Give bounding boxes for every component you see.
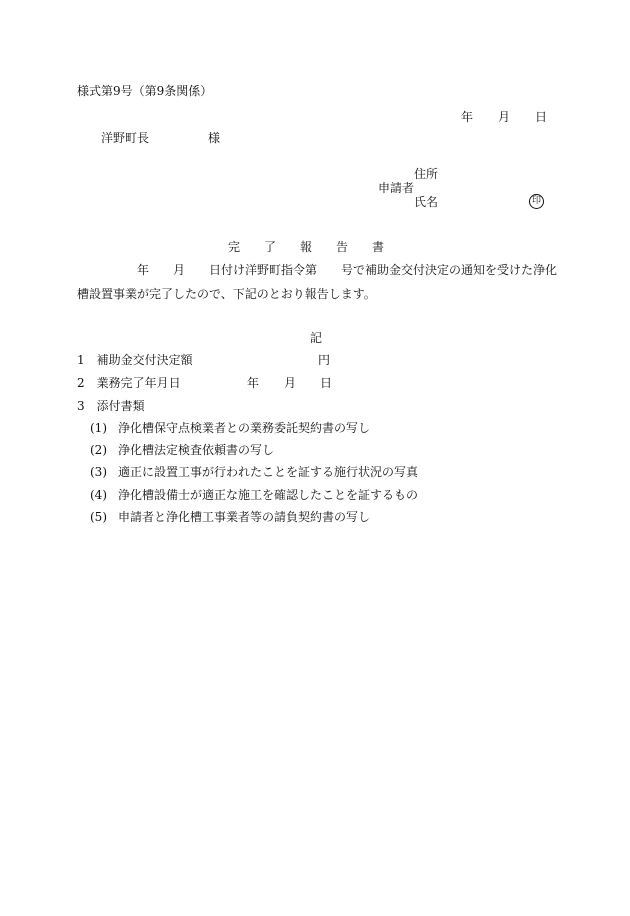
date-year-label: 年 bbox=[461, 110, 474, 124]
completion-year-label: 年 bbox=[247, 376, 260, 390]
addressee: 洋野町長 bbox=[101, 131, 150, 145]
attachment-text: 浄化槽法定検査依頼書の写し bbox=[118, 443, 275, 457]
attachments-label: 3 添付書類 bbox=[77, 399, 145, 413]
applicant-label: 申請者 bbox=[378, 181, 415, 195]
subsidy-amount-label: 1 補助金交付決定額 bbox=[77, 353, 193, 367]
attachment-number: (2) bbox=[90, 443, 107, 457]
body-line-1: 年 月 日付け洋野町指令第 号で補助金交付決定の通知を受けた浄化 bbox=[137, 263, 558, 277]
date-month-label: 月 bbox=[498, 110, 511, 124]
date-day-label: 日 bbox=[535, 110, 548, 124]
attachment-number: (1) bbox=[90, 421, 107, 435]
completion-month-label: 月 bbox=[284, 376, 297, 390]
completion-date-label: 2 業務完了年月日 bbox=[77, 376, 181, 390]
attachment-number: (3) bbox=[90, 465, 107, 479]
addressee-honorific: 様 bbox=[208, 131, 221, 145]
form-number: 様式第9号（第9条関係） bbox=[77, 84, 213, 98]
address-label: 住所 bbox=[414, 167, 439, 181]
body-line-2: 槽設置事業が完了したので、下記のとおり報告します。 bbox=[77, 287, 376, 301]
attachment-text: 申請者と浄化槽工事業者等の請負契約書の写し bbox=[118, 510, 371, 524]
attachment-number: (4) bbox=[90, 488, 107, 502]
document-title: 完 了 報 告 書 bbox=[228, 240, 385, 254]
attachment-text: 浄化槽保守点検業者との業務委託契約書の写し bbox=[118, 421, 371, 435]
seal-mark: 印 bbox=[529, 194, 544, 209]
subsidy-amount-unit: 円 bbox=[318, 353, 331, 367]
completion-day-label: 日 bbox=[320, 376, 333, 390]
name-label: 氏名 bbox=[414, 195, 439, 209]
attachment-text: 浄化槽設備士が適正な施工を確認したことを証するもの bbox=[118, 488, 419, 502]
attachment-number: (5) bbox=[90, 510, 107, 524]
record-heading: 記 bbox=[310, 331, 323, 345]
attachment-text: 適正に設置工事が行われたことを証する施行状況の写真 bbox=[118, 465, 419, 479]
